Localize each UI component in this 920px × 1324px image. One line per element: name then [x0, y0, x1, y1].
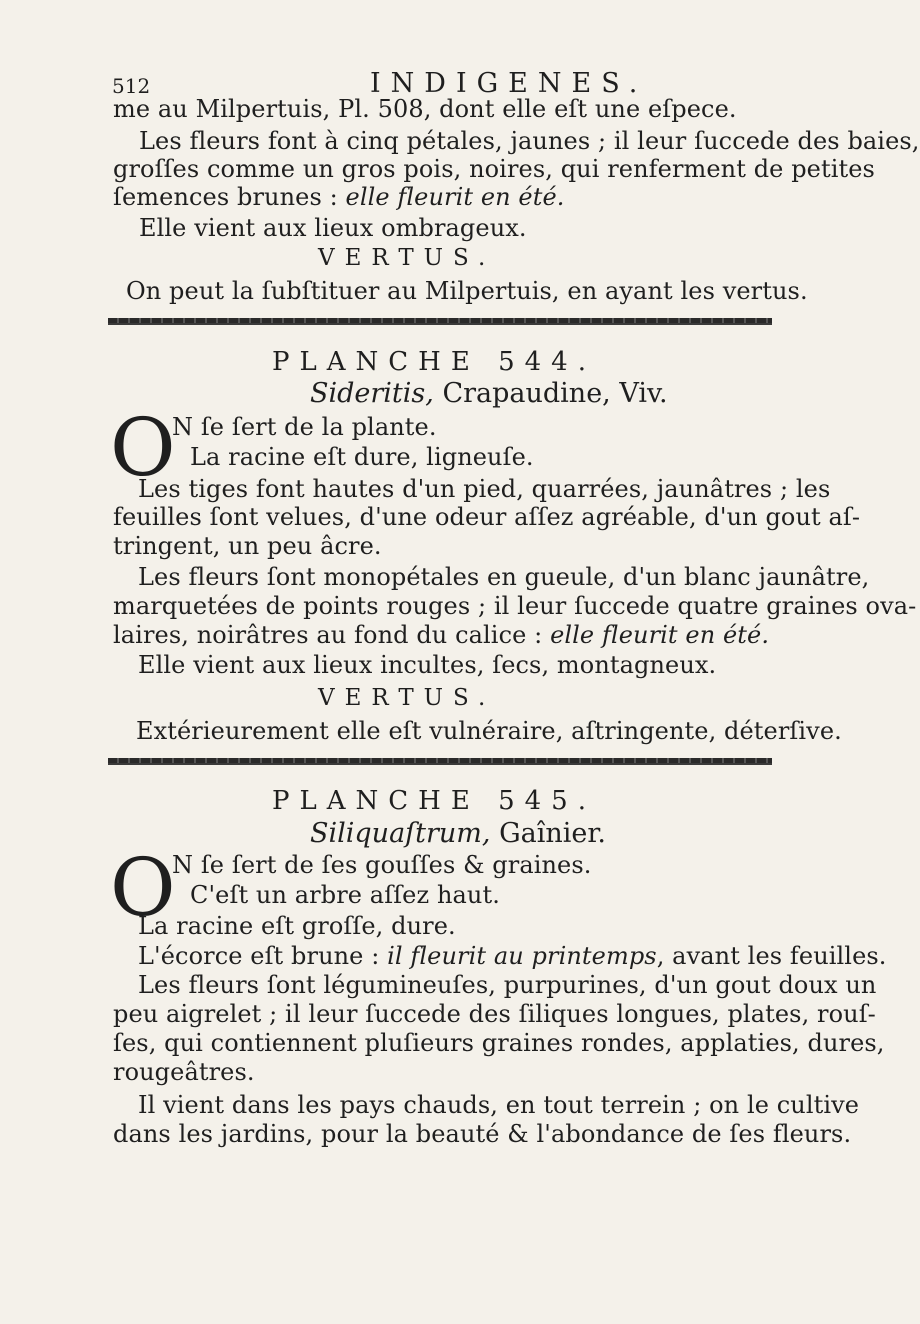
text-line: groſſes comme un gros pois, noires, qui renferment de petites [113, 155, 875, 183]
vertus-heading: VERTUS. [318, 685, 496, 711]
text-line: C'eſt un arbre aſſez haut. [190, 881, 500, 909]
text-line-start: laires, noirâtres au fond du calice : [113, 621, 543, 649]
drop-cap: O [110, 841, 176, 934]
text-line [113, 620, 769, 650]
text-line: rougeâtres. [113, 1058, 255, 1086]
planche-title: PLANCHE 545. [272, 786, 596, 816]
vertus-heading: VERTUS. [318, 245, 496, 271]
text-line-start: ſemences brunes : [113, 183, 338, 211]
text-line: Il vient dans les pays chauds, en tout terrein ; on le cultive [138, 1091, 860, 1119]
text-line: Les fleurs ſont légumineuſes, purpurines, d'un gout doux un [138, 971, 877, 999]
common-name: Gaînier. [490, 818, 606, 849]
flowering-note: il fleurit au printemps [387, 942, 657, 970]
drop-cap: O [110, 401, 176, 494]
text-line: ſes, qui contiennent pluſieurs graines rondes, applaties, dures, [113, 1029, 885, 1057]
page-number: 512 [112, 74, 151, 98]
text-line: me au Milpertuis, Pl. 508, dont elle eſt une eſpece. [113, 95, 737, 123]
text-line [113, 182, 565, 212]
text-line: tringent, un peu âcre. [113, 532, 382, 560]
text-line [138, 941, 887, 971]
text-line: marquetées de points rouges ; il leur ſuccede quatre graines ova- [113, 592, 917, 620]
text-line: Elle vient aux lieux incultes, ſecs, montagneux. [138, 651, 717, 679]
text-line: Les fleurs ſont monopétales en gueule, d'un blanc jaunâtre, [138, 563, 870, 591]
vertus-text: Extérieurement elle eſt vulnéraire, aſtringente, déterſive. [136, 717, 842, 745]
section-divider [108, 758, 772, 765]
flowering-note: elle fleurit en été. [345, 183, 565, 211]
text-line-end: , avant les feuilles. [656, 942, 887, 970]
planche-subtitle [310, 378, 668, 409]
vertus-text: On peut la ſubſtituer au Milpertuis, en ayant les vertus. [126, 277, 808, 305]
section-divider [108, 318, 772, 325]
text-line-start: L'écorce eſt brune : [138, 942, 380, 970]
text-line: Elle vient aux lieux ombrageux. [139, 214, 527, 242]
text-line: Les fleurs font à cinq pétales, jaunes ; il leur ſuccede des baies, [139, 127, 920, 155]
text-line: N ſe ſert de ſes gouſſes & graines. [172, 851, 592, 879]
text-line: dans les jardins, pour la beauté & l'abondance de ſes fleurs. [113, 1120, 852, 1148]
latin-name: Siliquaſtrum, [310, 818, 491, 849]
text-line: feuilles ſont velues, d'une odeur aſſez agréable, d'un gout aſ- [113, 503, 861, 531]
common-name: Crapaudine, Viv. [433, 378, 668, 409]
text-line: La racine eſt dure, ligneuſe. [190, 443, 534, 471]
planche-subtitle [310, 818, 606, 849]
flowering-note: elle fleurit en été. [550, 621, 770, 649]
running-header-title: INDIGENES. [370, 68, 648, 99]
planche-title: PLANCHE 544. [272, 347, 596, 377]
text-line: N ſe ſert de la plante. [172, 413, 437, 441]
text-line: peu aigrelet ; il leur ſuccede des ſiliques longues, plates, rouſ- [113, 1000, 876, 1028]
latin-name: Sideritis, [310, 378, 434, 409]
text-line: Les tiges font hautes d'un pied, quarrées, jaunâtres ; les [138, 475, 831, 503]
text-line: La racine eſt groſſe, dure. [138, 912, 456, 940]
